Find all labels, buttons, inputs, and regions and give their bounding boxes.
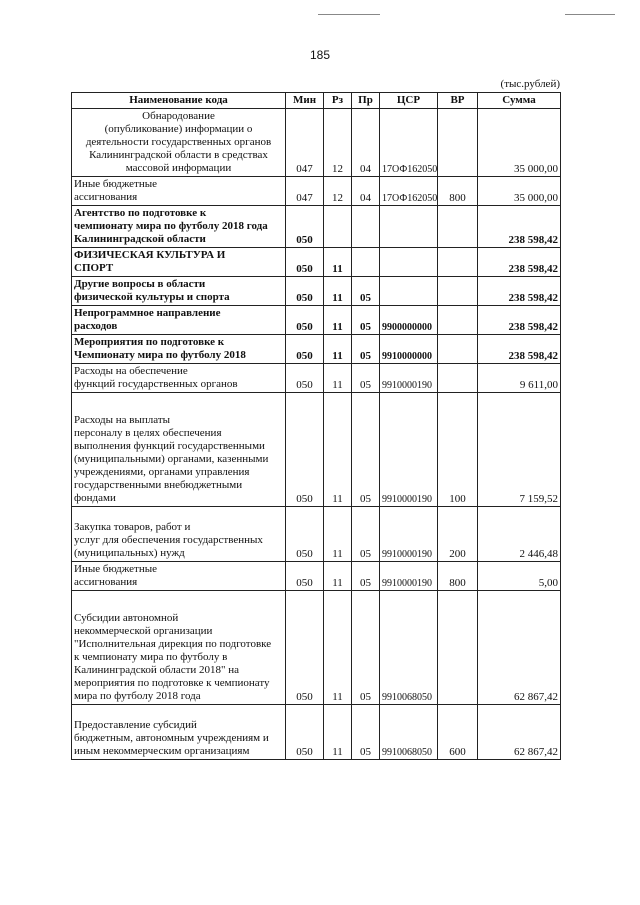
row-pr: 05: [352, 277, 380, 306]
row-min: 047: [286, 177, 324, 206]
row-vr: 200: [438, 507, 478, 562]
row-vr: [438, 277, 478, 306]
row-sum: 238 598,42: [478, 335, 561, 364]
row-min: 050: [286, 248, 324, 277]
row-min: 050: [286, 507, 324, 562]
page-number: 185: [309, 48, 331, 62]
row-sum: 238 598,42: [478, 206, 561, 248]
row-csr: 9910000190: [380, 393, 438, 507]
header-pr: Пр: [352, 93, 380, 109]
row-pr: 05: [352, 335, 380, 364]
row-rz: 12: [324, 177, 352, 206]
row-rz: 11: [324, 306, 352, 335]
row-min: 050: [286, 705, 324, 760]
row-vr: [438, 206, 478, 248]
row-vr: [438, 364, 478, 393]
row-name: Другие вопросы в области физической культуры и спорта: [74, 278, 230, 303]
row-sum: 35 000,00: [478, 109, 561, 177]
row-sum: 62 867,42: [478, 591, 561, 705]
row-csr: [380, 277, 438, 306]
row-name: Субсидии автономной некоммерческой организации "Исполнительная дирекция по подготовке к чемпионату мира по футболу в Калининградской области 2018" на мероприятия по подготовке к чемпионату мира по футболу 2018 года: [74, 612, 272, 702]
row-sum: 5,00: [478, 562, 561, 591]
row-name: ФИЗИЧЕСКАЯ КУЛЬТУРА И СПОРТ: [74, 249, 226, 274]
row-name: Мероприятия по подготовке к Чемпионату мира по футболу 2018: [74, 336, 246, 361]
row-min: 047: [286, 109, 324, 177]
row-name: Закупка товаров, работ и услуг для обеспечения государственных (муниципальных) нужд: [74, 521, 263, 559]
row-csr: 9910000190: [380, 562, 438, 591]
row-vr: [438, 248, 478, 277]
row-rz: [324, 206, 352, 248]
row-sum: 238 598,42: [478, 306, 561, 335]
row-rz: 11: [324, 562, 352, 591]
header-vr: ВР: [438, 93, 478, 109]
row-min: 050: [286, 393, 324, 507]
row-vr: [438, 306, 478, 335]
row-pr: 04: [352, 109, 380, 177]
row-rz: 11: [324, 705, 352, 760]
table-row: [72, 306, 561, 335]
table-row: [72, 335, 561, 364]
row-min: 050: [286, 591, 324, 705]
row-pr: [352, 206, 380, 248]
header-name: Наименование кода: [72, 93, 286, 109]
row-csr: 9910000190: [380, 507, 438, 562]
table-row: [72, 591, 561, 705]
row-vr: 800: [438, 177, 478, 206]
table-header-row: [72, 93, 561, 109]
row-pr: 04: [352, 177, 380, 206]
units-label: (тыс.рублей): [500, 78, 560, 90]
row-sum: 7 159,52: [478, 393, 561, 507]
table-row: [72, 393, 561, 507]
header-csr: ЦСР: [380, 93, 438, 109]
row-name: Иные бюджетные ассигнования: [74, 178, 158, 203]
table-row: [72, 705, 561, 760]
table-row: [72, 562, 561, 591]
row-sum: 238 598,42: [478, 248, 561, 277]
row-pr: [352, 248, 380, 277]
row-pr: 05: [352, 507, 380, 562]
table-row: [72, 364, 561, 393]
row-rz: 11: [324, 591, 352, 705]
row-csr: 17ОФ162050: [380, 177, 438, 206]
row-min: 050: [286, 277, 324, 306]
row-name: Агентство по подготовке к чемпионату мира по футболу 2018 года Калининградской области: [74, 207, 268, 245]
row-csr: 9910068050: [380, 705, 438, 760]
row-vr: 600: [438, 705, 478, 760]
row-csr: [380, 206, 438, 248]
table-row: [72, 277, 561, 306]
row-pr: 05: [352, 705, 380, 760]
row-pr: 05: [352, 393, 380, 507]
row-name: Обнародование (опубликование) информации о деятельности государственных органов Калининградской области в средствах массовой информации: [85, 110, 272, 174]
table-row: [72, 507, 561, 562]
row-pr: 05: [352, 306, 380, 335]
scan-mark-left: [318, 14, 380, 15]
row-name: Расходы на обеспечение функций государственных органов: [74, 365, 238, 390]
row-min: 050: [286, 206, 324, 248]
row-csr: 9900000000: [380, 306, 438, 335]
table-row: [72, 248, 561, 277]
table-row: [72, 109, 561, 177]
row-name: Расходы на выплаты персоналу в целях обеспечения выполнения функций государственными (муниципальными) органами, казенными учреждениями, органами управления государственными внебюджетными фондами: [74, 414, 269, 504]
row-rz: 11: [324, 507, 352, 562]
row-pr: 05: [352, 562, 380, 591]
row-csr: 17ОФ162050: [380, 109, 438, 177]
row-name: Непрограммное направление расходов: [74, 307, 221, 332]
row-name: Предоставление субсидий бюджетным, автономным учреждениям и иным некоммерческим организациям: [74, 719, 269, 757]
budget-table: [71, 92, 561, 760]
table-row: [72, 177, 561, 206]
row-min: 050: [286, 335, 324, 364]
row-sum: 238 598,42: [478, 277, 561, 306]
row-rz: 12: [324, 109, 352, 177]
row-csr: 9910068050: [380, 591, 438, 705]
header-rz: Рз: [324, 93, 352, 109]
row-min: 050: [286, 364, 324, 393]
row-min: 050: [286, 562, 324, 591]
row-sum: 2 446,48: [478, 507, 561, 562]
header-min: Мин: [286, 93, 324, 109]
scan-mark-right: [565, 14, 615, 15]
row-csr: 9910000190: [380, 364, 438, 393]
row-min: 050: [286, 306, 324, 335]
row-vr: 800: [438, 562, 478, 591]
row-rz: 11: [324, 335, 352, 364]
row-vr: [438, 109, 478, 177]
row-sum: 9 611,00: [478, 364, 561, 393]
row-csr: 9910000000: [380, 335, 438, 364]
row-rz: 11: [324, 248, 352, 277]
row-rz: 11: [324, 364, 352, 393]
header-sum: Сумма: [478, 93, 561, 109]
row-pr: 05: [352, 591, 380, 705]
row-pr: 05: [352, 364, 380, 393]
row-vr: [438, 591, 478, 705]
row-rz: 11: [324, 393, 352, 507]
table-row: [72, 206, 561, 248]
row-csr: [380, 248, 438, 277]
row-sum: 35 000,00: [478, 177, 561, 206]
row-rz: 11: [324, 277, 352, 306]
row-sum: 62 867,42: [478, 705, 561, 760]
row-vr: 100: [438, 393, 478, 507]
row-vr: [438, 335, 478, 364]
row-name: Иные бюджетные ассигнования: [74, 563, 158, 588]
